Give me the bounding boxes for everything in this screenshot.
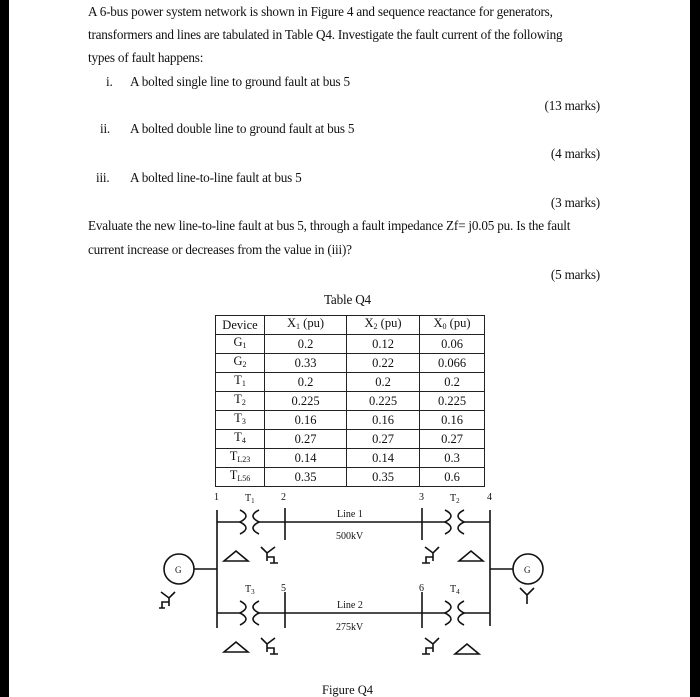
item-num-1: i. (106, 74, 113, 89)
bus-label-4: 4 (487, 492, 492, 503)
grounded-wye-icon (261, 638, 278, 654)
transformer-label-t1: $T_1$ (245, 493, 255, 505)
item-text-1: A bolted single line to ground fault at bus 5 (130, 74, 350, 89)
cell-x0: 0.27 (420, 430, 485, 449)
cell-x2: 0.14 (347, 449, 420, 468)
figure-caption: Figure Q4 (322, 683, 374, 697)
cell-x2: 0.12 (347, 335, 420, 354)
bus-label-6: 6 (419, 583, 424, 594)
grounded-wye-icon (422, 638, 439, 654)
evaluate-line-2: current increase or decreases from the value in (iii)? (88, 242, 352, 257)
intro-line-2: transformers and lines are tabulated in Table Q4. Investigate the fault current of the following (88, 27, 563, 42)
cell-device: $T_4$ (216, 430, 265, 449)
transformer-t2-symbol (445, 510, 464, 534)
delta-icon (455, 644, 479, 654)
cell-x2: 0.27 (347, 430, 420, 449)
line-2-voltage: 275kV (336, 622, 364, 633)
line-2-name: Line 2 (337, 600, 363, 611)
cell-x0: 0.066 (420, 354, 485, 373)
table-caption: Table Q4 (324, 292, 371, 307)
cell-device: $T_2$ (216, 392, 265, 411)
cell-x1: 0.225 (265, 392, 347, 411)
cell-x0: 0.3 (420, 449, 485, 468)
item-num-2: ii. (100, 121, 111, 136)
cell-device: $T_3$ (216, 411, 265, 430)
intro-line-3: types of fault happens: (88, 50, 204, 65)
cell-x2: 0.225 (347, 392, 420, 411)
delta-icon (459, 551, 483, 561)
item-marks-2: (4 marks) (550, 146, 600, 161)
cell-device: $G_1$ (216, 335, 265, 354)
grounded-wye-icon (159, 592, 175, 608)
wye-icon (520, 588, 534, 604)
cell-x2: 0.16 (347, 411, 420, 430)
transformer-t3-symbol (240, 601, 259, 625)
bus-label-5: 5 (281, 583, 286, 594)
cell-device: $G_2$ (216, 354, 265, 373)
item-num-3: iii. (96, 170, 110, 185)
header-device: Device (216, 316, 265, 335)
grounded-wye-icon (422, 547, 439, 563)
cell-x2: 0.22 (347, 354, 420, 373)
transformer-t4-symbol (445, 601, 464, 625)
header-x0: $X_0$ (pu) (420, 316, 485, 335)
cell-x0: 0.16 (420, 411, 485, 430)
bus-label-1: 1 (214, 492, 219, 503)
line-1-name: Line 1 (337, 509, 363, 520)
bus-label-3: 3 (419, 492, 424, 503)
cell-x0: 0.06 (420, 335, 485, 354)
transformer-t1-symbol (240, 510, 259, 534)
header-x2: $X_2$ (pu) (347, 316, 420, 335)
line-1-voltage: 500kV (336, 531, 364, 542)
transformer-label-t3: $T_3$ (245, 584, 255, 596)
cell-x1: 0.14 (265, 449, 347, 468)
grounded-wye-icon (261, 547, 278, 563)
cell-device: $T_{L23}$ (216, 449, 265, 468)
generator-2-label: G (524, 565, 531, 575)
item-text-2: A bolted double line to ground fault at bus 5 (130, 121, 355, 136)
cell-x1: 0.16 (265, 411, 347, 430)
transformer-label-t2: $T_2$ (450, 493, 460, 505)
cell-x0: 0.225 (420, 392, 485, 411)
evaluate-marks: (5 marks) (550, 267, 600, 282)
cell-device: $T_{L56}$ (216, 468, 265, 487)
cell-x2: 0.35 (347, 468, 420, 487)
header-x1: $X_1$ (pu) (265, 316, 347, 335)
figure-q4-diagram (9, 0, 690, 697)
item-marks-3: (3 marks) (550, 195, 600, 210)
evaluate-line-1: Evaluate the new line-to-line fault at bus 5, through a fault impedance Zf= j0.05 pu. Is the fault (88, 218, 571, 233)
cell-x0: 0.6 (420, 468, 485, 487)
cell-x2: 0.2 (347, 373, 420, 392)
bus-label-2: 2 (281, 492, 286, 503)
cell-x1: 0.33 (265, 354, 347, 373)
delta-icon (224, 642, 248, 652)
transformer-label-t4: $T_4$ (450, 584, 460, 596)
cell-x1: 0.27 (265, 430, 347, 449)
item-marks-1: (13 marks) (544, 98, 600, 113)
intro-line-1: A 6-bus power system network is shown in Figure 4 and sequence reactance for generators, (88, 4, 553, 19)
document-page (9, 0, 690, 697)
cell-x1: 0.2 (265, 335, 347, 354)
cell-x0: 0.2 (420, 373, 485, 392)
cell-x1: 0.35 (265, 468, 347, 487)
cell-device: $T_1$ (216, 373, 265, 392)
generator-1-label: G (175, 565, 182, 575)
item-text-3: A bolted line-to-line fault at bus 5 (130, 170, 302, 185)
delta-icon (224, 551, 248, 561)
cell-x1: 0.2 (265, 373, 347, 392)
